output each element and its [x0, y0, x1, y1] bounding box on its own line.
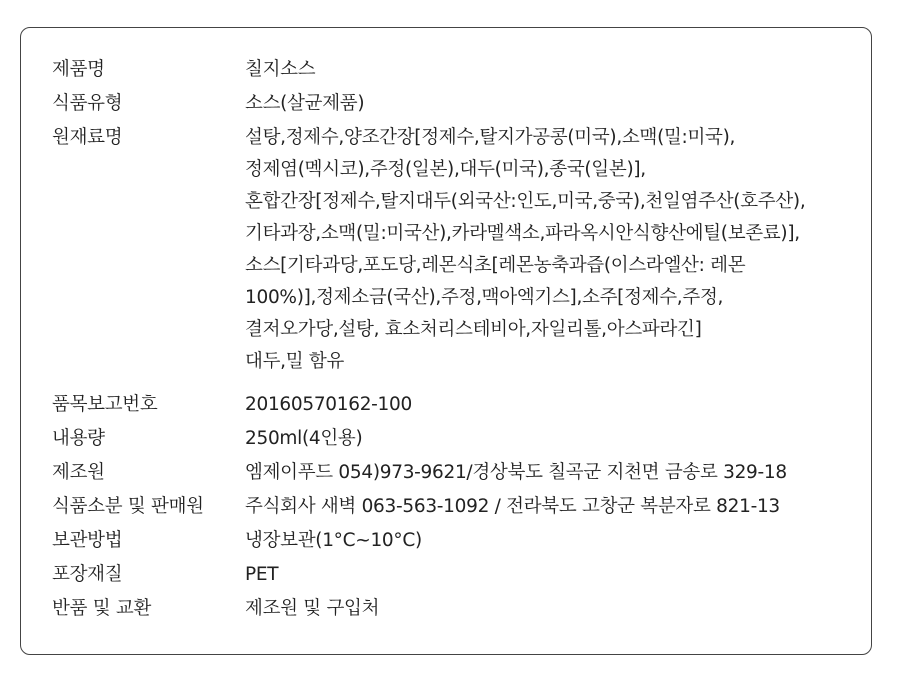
label-product-name: 제품명 [52, 59, 105, 80]
label-ingredients: 원재료명 [52, 127, 123, 148]
value-volume [245, 423, 861, 455]
value-food-type [245, 88, 861, 120]
value-manufacturer [245, 457, 861, 489]
row-volume [52, 423, 861, 455]
label-returns: 반품 및 교환 [52, 598, 152, 619]
value-line: 대두,밀 함유 [245, 351, 345, 372]
value-returns [245, 593, 861, 625]
row-distributor [52, 491, 861, 523]
row-manufacturer [52, 457, 861, 489]
row-storage [52, 525, 861, 557]
value-line: 설탕,정제수,양조간장[정제수,탈지가공콩(미국),소맥(밀:미국), [245, 127, 736, 148]
value-line: 칠지소스 [245, 59, 316, 80]
value-line: 결저오가당,설탕, 효소처리스테비아,자일리톨,아스파라긴] [245, 319, 702, 340]
value-line: 기타과장,소맥(밀:미국산),카라멜색소,파라옥시안식향산에틸(보존료)], [245, 223, 800, 244]
label-storage: 보관방법 [52, 530, 123, 551]
label-distributor: 식품소분 및 판매원 [52, 496, 204, 517]
value-storage [245, 525, 861, 557]
value-ingredients [245, 122, 861, 378]
value-report-number [245, 389, 861, 421]
value-line: 소스(살균제품) [245, 93, 365, 114]
value-distributor [245, 491, 861, 523]
label-packaging: 포장재질 [52, 564, 123, 585]
value-line: 100%)],정제소금(국산),주정,맥아엑기스],소주[정제수,주정, [245, 287, 724, 308]
label-manufacturer: 제조원 [52, 462, 105, 483]
value-line: 엠제이푸드 054)973-9621/경상북도 칠곡군 지천면 금송로 329-18 [245, 462, 787, 483]
product-info-card [20, 27, 872, 655]
value-line: 20160570162-100 [245, 394, 412, 415]
value-line: 제조원 및 구입처 [245, 598, 380, 619]
row-returns [52, 593, 861, 625]
value-line: 250ml(4인용) [245, 428, 363, 449]
row-report-number [52, 389, 861, 421]
row-food-type [52, 88, 861, 120]
label-food-type: 식품유형 [52, 93, 123, 114]
value-line: 주식회사 새벽 063-563-1092 / 전라북도 고창군 복분자로 821-13 [245, 496, 780, 517]
row-packaging [52, 559, 861, 591]
value-line: PET [245, 564, 279, 585]
value-line: 혼합간장[정제수,탈지대두(외국산:인도,미국,중국),천일염주산(호주산), [245, 191, 806, 212]
row-product-name [52, 54, 861, 86]
value-line: 소스[기타과당,포도당,레몬식초[레몬농축과즙(이스라엘산: 레몬 [245, 255, 746, 276]
label-report-number: 품목보고번호 [52, 394, 158, 415]
value-line: 냉장보관(1°C~10°C) [245, 530, 422, 551]
value-product-name [245, 54, 861, 86]
value-packaging [245, 559, 861, 591]
row-ingredients [52, 122, 861, 378]
value-line: 정제염(멕시코),주정(일본),대두(미국),종국(일본)], [245, 159, 646, 180]
label-volume: 내용량 [52, 428, 105, 449]
